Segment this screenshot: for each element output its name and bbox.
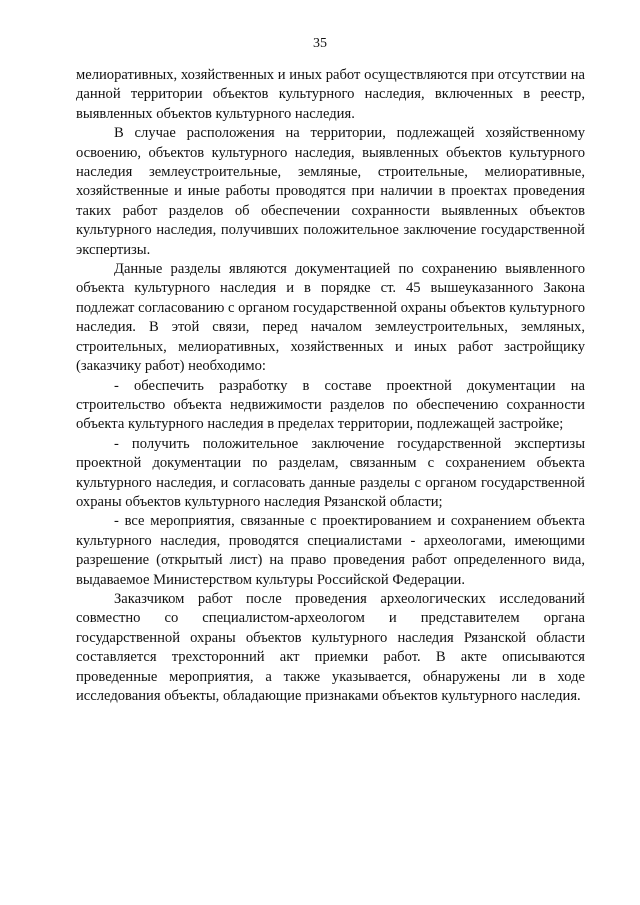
body-text [76, 66, 585, 706]
paragraph: В случае расположения на территории, подлежащей хозяйственному освоению, объектов культурного наследия, выявленных объектов культурного наследия землеустроительные, земляные, строительные, мелиоративные, хозяйственные и иные работы проводятся при наличии в проектах проведения таких работ разделов об обеспечении сохранности выявленных объектов культурного наследия, получивших положительное заключение государственной экспертизы. [76, 125, 585, 258]
paragraph-continuation: мелиоративных, хозяйственных и иных работ осуществляются при отсутствии на данной территории объектов культурного наследия, включенных в реестр, выявленных объектов культурного наследия. [76, 67, 585, 122]
list-item: - получить положительное заключение государственной экспертизы проектной документации по разделам, связанным с сохранением объекта культурного наследия, и согласовать данные разделы с органом государственной охраны объектов культурного наследия Рязанской области; [76, 435, 585, 510]
list-item: - все мероприятия, связанные с проектированием и сохранением объекта культурного наследия, проводятся специалистами - археологами, имеющими разрешение (открытый лист) на право проведения работ определенного вида, выдаваемое Министерством культуры Российской Федерации. [76, 513, 585, 588]
page-number: 35 [313, 36, 327, 51]
paragraph: Данные разделы являются документацией по сохранению выявленного объекта культурного наследия и в порядке ст. 45 вышеуказанного Закона подлежат согласованию с органом государственной охраны объектов культурного наследия. В этой связи, перед началом землеустроительных, земляных, строительных, мелиоративных, хозяйственных и иных работ застройщику (заказчику работ) необходимо: [76, 261, 585, 375]
paragraph: Заказчиком работ после проведения археологических исследований совместно со специалистом-археологом и представителем органа государственной охраны объектов культурного наследия Рязанской области составляется трехсторонний акт приемки работ. В акте описываются проведенные мероприятия, а также указывается, обнаружены ли в ходе исследования объекты, обладающие признаками объектов культурного наследия. [76, 590, 585, 704]
list-item: - обеспечить разработку в составе проектной документации на строительство объекта недвижимости разделов по обеспечению сохранности объекта культурного наследия в пределах территории, подлежащей застройке; [76, 377, 585, 433]
